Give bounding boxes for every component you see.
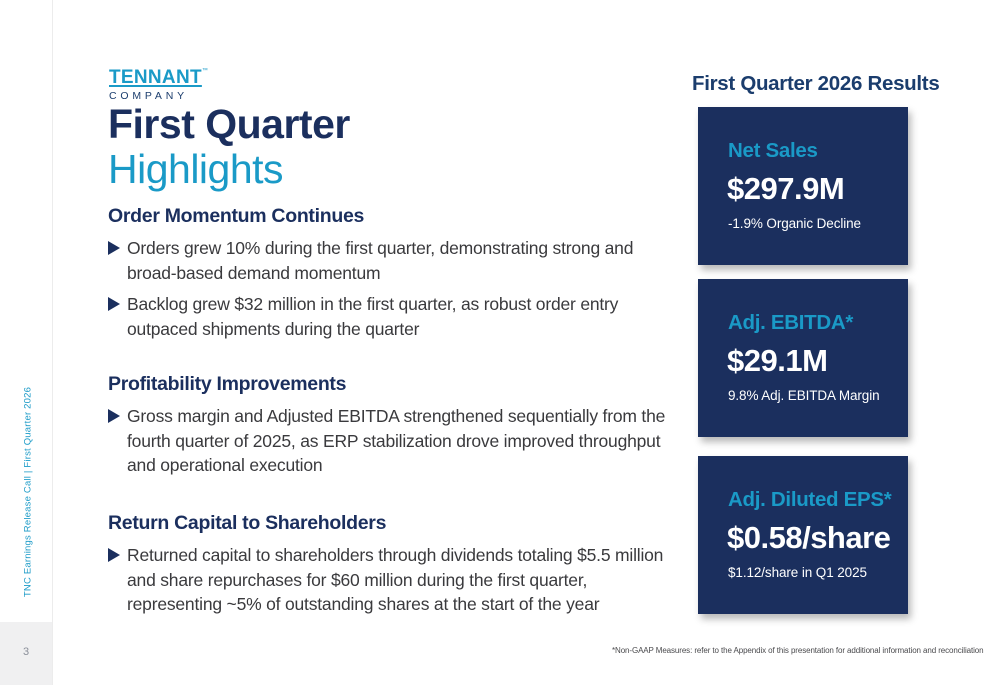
page-subtitle: Highlights xyxy=(108,146,284,192)
card-label: Adj. EBITDA* xyxy=(728,311,854,334)
tennant-logo xyxy=(109,68,208,102)
bullet-arrow-icon xyxy=(108,409,120,423)
results-title: First Quarter 2026 Results xyxy=(692,72,940,95)
card-value: $297.9M xyxy=(727,171,845,206)
logo-wordmark xyxy=(109,68,208,88)
card-value: $0.58/share xyxy=(727,520,891,555)
bullet-item xyxy=(108,404,668,478)
page-number: 3 xyxy=(22,646,30,658)
bullet-item xyxy=(108,236,668,285)
bullet-arrow-icon xyxy=(108,241,120,255)
bullet-item xyxy=(108,292,668,341)
card-label: Adj. Diluted EPS* xyxy=(728,488,892,511)
side-label: TNC Earnings Release Call | First Quarter 2026 xyxy=(22,386,34,598)
bullet-arrow-icon xyxy=(108,297,120,311)
card-label: Net Sales xyxy=(728,139,818,162)
card-value: $29.1M xyxy=(727,343,828,378)
page-title: First Quarter xyxy=(108,101,350,147)
card-subtext: $1.12/share in Q1 2025 xyxy=(728,565,867,580)
bullet-text: Backlog grew $32 million in the first quarter, as robust order entry outpaced shipments during the quarter xyxy=(127,294,619,339)
card-subtext: -1.9% Organic Decline xyxy=(728,216,861,231)
section-heading-return-capital: Return Capital to Shareholders xyxy=(108,512,387,534)
bullet-text: Gross margin and Adjusted EBITDA strengthened sequentially from the fourth quarter of 2025, as ERP stabilization drove improved throughput and operational execution xyxy=(127,406,666,475)
footnote: *Non-GAAP Measures: refer to the Appendix of this presentation for additional information and reconciliation xyxy=(612,646,984,655)
bullet-item xyxy=(108,543,668,617)
adj-diluted-eps-card xyxy=(698,456,908,614)
section-heading-order-momentum: Order Momentum Continues xyxy=(108,205,365,227)
card-subtext: 9.8% Adj. EBITDA Margin xyxy=(728,388,880,403)
logo-trademark: ™ xyxy=(201,68,208,74)
adj-ebitda-card xyxy=(698,279,908,437)
bullet-text: Orders grew 10% during the first quarter, demonstrating strong and broad-based demand momentum xyxy=(127,238,634,283)
bullet-arrow-icon xyxy=(108,548,120,562)
section-heading-profitability: Profitability Improvements xyxy=(108,373,347,395)
logo-name: TENNANT xyxy=(109,67,202,88)
bullet-text: Returned capital to shareholders through dividends totaling $5.5 million and share repurchases for $60 million during the first quarter, representing ~5% of outstanding shares at the start of the year xyxy=(127,545,664,614)
logo-company: COMPANY xyxy=(109,90,188,102)
net-sales-card xyxy=(698,107,908,265)
